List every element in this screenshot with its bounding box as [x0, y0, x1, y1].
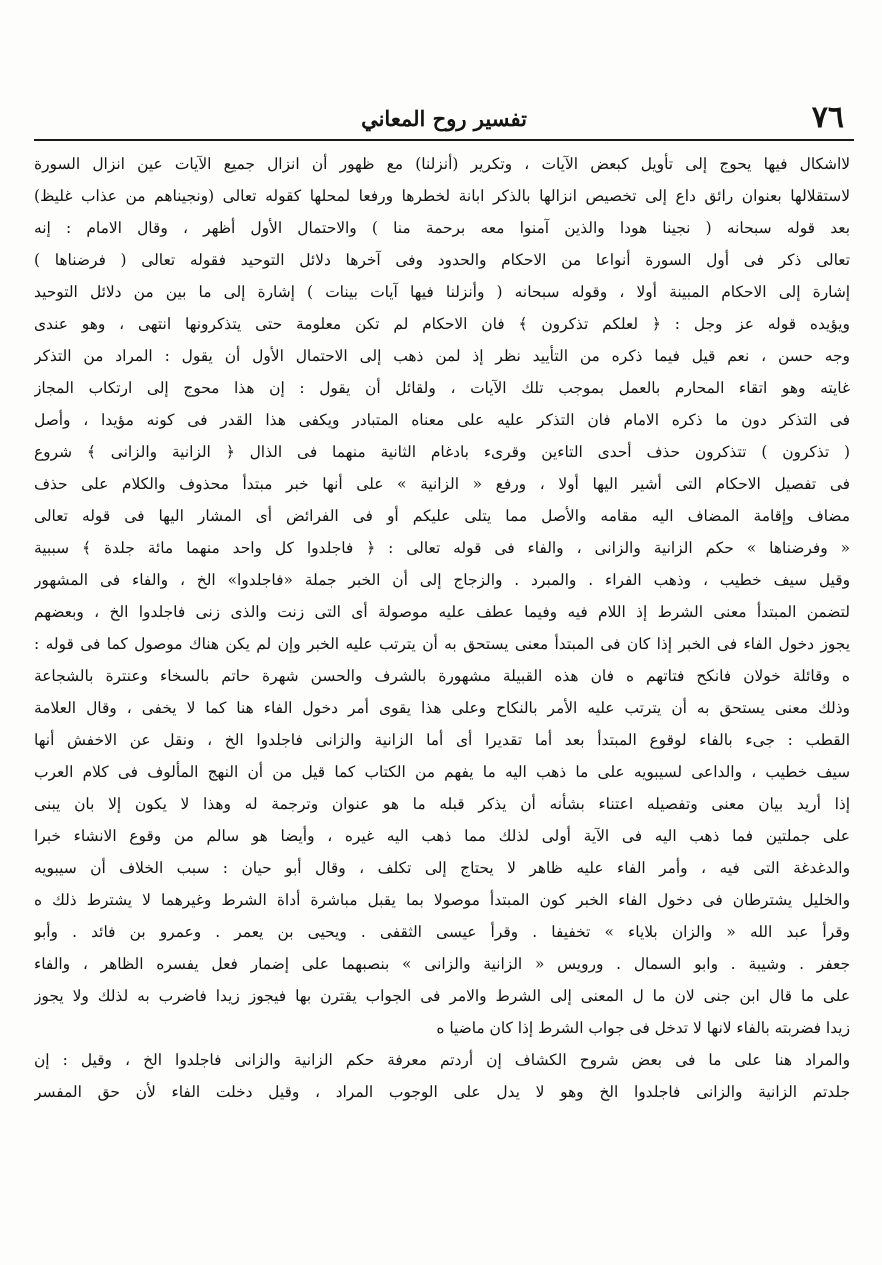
text-line: يجوز دخول الفاء فى الخبر إذا كان فى المبتدأ معنى يستحق به أن يترتب عليه الخبر وإن لم يكن هناك موصول كما فى قوله :	[34, 635, 850, 653]
text-line: وقرأ عبد الله « والزان بلاياء » تخفيفا . وقرأ عيسى الثقفى . ويحيى بن يعمر . وعمرو بن فائد . وأبو	[34, 923, 850, 941]
text-line: والدغدغة التى فيه ، وأمر الفاء عليه ظاهر لا يحتاج إلى تكلف ، وقال أبو حيان : سبب الخلاف أن سيبويه	[34, 859, 850, 877]
text-line: « وفرضناها » حكم الزانية والزانى ، والفاء فى قوله تعالى : ﴿ فاجلدوا كل واحد منهما مائة جلدة ﴾ سببية	[34, 539, 850, 557]
text-line: إشارة إلى الاحكام المبينة أولا ، وقوله سبحانه ( وأنزلنا فيها آيات بينات ) إشارة إلى ما بين من دلائل التوحيد	[34, 283, 850, 301]
text-line: لاستقلالها بعنوان رائق داع إلى تخصيص انزالها بالذكر ابانة لخطرها ورفعا لمحلها كقوله تعالى (ونجيناهم من عذاب غليظ)	[34, 187, 850, 205]
text-line: ويؤيده قوله عز وجل : ﴿ لعلكم تذكرون ﴾ فان الاحكام لم تكن معلومة حتى يتذكرونها انتهى ، وهو عندى	[34, 315, 850, 333]
text-line: لااشكال فيها يحوج إلى تأويل كبعض الآيات ، وتكرير (أنزلنا) مع ظهور أن انزال جميع الآيات عين انزال السورة	[34, 155, 850, 173]
text-line: إذا أريد بيان معنى وتفصيله اعتناء بشأنه أن يذكر قبله ما هو عنوان وترجمة له وهذا لا يكون إلا بان يبنى	[34, 795, 850, 813]
text-line: مضاف وإقامة المضاف اليه مقامه والأصل مما يتلى عليكم أو فى الفرائض أى المشار اليها فى قوله تعالى	[34, 507, 850, 525]
text-line: فى التذكر دون ما ذكره الامام فان التذكر عليه على معناه المتبادر ويكفى هذا القدر فى كونه مؤيدا ، وأصل	[34, 411, 850, 429]
text-line: ( تذكرون ) تتذكرون حذف أحدى التاءين وقرىء بادغام الثانية منهما فى الذال ﴿ الزانية والزانى ﴾ شروع	[34, 443, 850, 461]
text-line: على جملتين فما ذهب اليه فى الآية أولى لذلك مما ذهب اليه غيره ، وأيضا هو سالم من وقوع الانشاء خبرا	[34, 827, 850, 845]
header-rule	[34, 139, 854, 141]
text-line: القطب : جىء بالفاء لوقوع المبتدأ بعد أما تقديرا أى أما الزانية والزانى فاجلدوا الخ ، ونقل عن الاخفش أنها	[34, 731, 850, 749]
page-header	[34, 98, 854, 138]
page-number: ٧٦	[811, 100, 844, 135]
text-line: تعالى ذكر فى أول السورة أنواعا من الاحكام والحدود وفى آخرها دلائل التوحيد فقوله تعالى ( فرضناها )	[34, 251, 850, 269]
text-line: بعد قوله سبحانه ( نجينا هودا والذين آمنوا معه برحمة منا ) والاحتمال الأول أظهر ، وقال الامام : إنه	[34, 219, 850, 237]
text-line: وذلك معنى يستحق به أن يترتب عليه الأمر بالنكاح وعلى هذا يقوى أمر دخول الفاء هنا كما لا يخفى ، وقال العلامة	[34, 699, 850, 717]
text-line: والخليل يشترطان فى دخول الفاء الخبر كون المبتدأ موصولا بما يقبل مباشرة أداة الشرط وغيرهما لا يشترط ذلك ه	[34, 891, 850, 909]
text-line: لتضمن المبتدأ معنى الشرط إذ اللام فيه وفيما عطف عليه موصولة أى التى زنت والذى زنى فاجلدوا الخ ، وبعضهم	[34, 603, 850, 621]
text-line: ه وقائلة خولان فانكح فتاتهم ه فان هذه القبيلة مشهورة بالشرف والحسن شهرة حاتم بالسخاء وعنترة بالشجاعة	[34, 667, 850, 685]
text-line: فى تفصيل الاحكام التى أشير اليها أولا ، ورفع « الزانية » على أنها خبر مبتدأ محذوف والكلام على حذف	[34, 475, 850, 493]
running-title: تفسير روح المعاني	[361, 106, 527, 131]
text-line: جلدتم الزانية والزانى فاجلدوا الخ وهو لا يدل على الوجوب المراد ، وقيل دخلت الفاء لأن حق المفسر	[34, 1083, 850, 1101]
body-text	[34, 148, 850, 1108]
text-line: على ما قال ابن جنى لان ما ل المعنى إلى الشرط والامر فى الجواب يقترن بها فيجوز زيدا فاضرب به لذلك ولا يجوز	[34, 987, 850, 1005]
text-line: زيدا فضربته بالفاء لانها لا تدخل فى جواب الشرط إذا كان ماضيا ه	[436, 1019, 850, 1037]
text-line: وقيل سيف خطيب ، وذهب الفراء . والمبرد . والزجاج إلى أن الخبر جملة «فاجلدوا» الخ ، والفاء فى المشهور	[34, 571, 850, 589]
text-line: سيف خطيب ، والداعى لسيبويه على ما ذهب اليه ما يفهم من الكتاب كما قيل من أن النهج المألوف فى كلام العرب	[34, 763, 850, 781]
text-line: جعفر . وشيبة . وابو السمال . ورويس « الزانية والزانى » بنصبهما على إضمار فعل يفسره الظاهر ، والفاء	[34, 955, 850, 973]
text-line: غايته وهو اتقاء المحارم بالعمل بموجب تلك الآيات ، ولقائل أن يقول : إن هذا محوج إلى ارتكاب المجاز	[34, 379, 850, 397]
text-line: والمراد هنا على ما فى بعض شروح الكشاف إن أردتم معرفة حكم الزانية والزانى فاجلدوا الخ ، وقيل : إن	[34, 1051, 850, 1069]
text-line: وجه حسن ، نعم قيل فيما ذكره من التأييد نظر إذ لمن ذهب إلى الاحتمال الأول أن يقول : المراد من التذكر	[34, 347, 850, 365]
